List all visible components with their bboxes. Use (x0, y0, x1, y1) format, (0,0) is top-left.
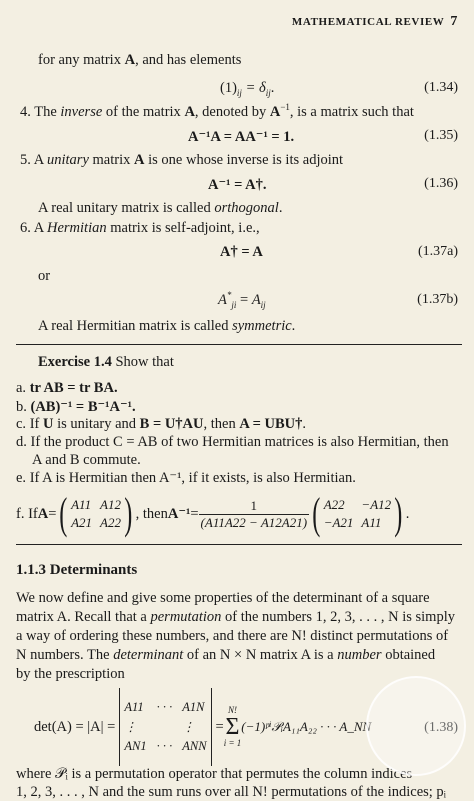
text-span: matrix is self-adjoint, i.e., (106, 220, 260, 236)
exercise-item-c (16, 416, 306, 433)
term: symmetric (232, 318, 292, 334)
term: inverse (60, 104, 103, 120)
eq-subscript: ij (265, 87, 271, 98)
exercise-item-d (16, 434, 449, 451)
text-span: If (29, 416, 43, 432)
summation-operator (224, 706, 242, 748)
exercise-bottom-rule (16, 544, 462, 545)
eq-subscript: ji (231, 299, 237, 310)
text-span: . (302, 416, 307, 432)
paragraph-line (16, 647, 435, 664)
equation-number: (1.37b) (417, 292, 458, 307)
text-span: N numbers. The (16, 647, 114, 663)
text-span: , then (203, 416, 240, 432)
watermark-stamp (366, 676, 466, 776)
matrix-entry: A11 (124, 700, 144, 714)
paragraph-line: by the prescription (16, 666, 125, 682)
paragraph-line: 1, 2, 3, . . . , N and the sum runs over all N! permutations of the indices; pᵢ (16, 784, 447, 800)
page-number: 7 (450, 14, 458, 29)
text-span: of an N × N matrix A is a (183, 647, 338, 663)
eq-part: A = UBU† (239, 416, 303, 432)
eq-part: (AB)⁻¹ = B⁻¹A⁻¹. (30, 399, 136, 415)
equation-1-35: A⁻¹A = AA⁻¹ = 1. (188, 129, 295, 145)
matrix-entry: A22 (323, 497, 345, 512)
eq-part: = (190, 505, 199, 522)
text-span: If (28, 505, 38, 522)
eq-subscript: ij (260, 299, 266, 310)
equation-number: (1.35) (424, 128, 458, 143)
matrix-2x2 (71, 497, 121, 531)
matrix-entry: −A21 (323, 515, 354, 530)
item-number: 4. (20, 104, 31, 120)
text-line: or (38, 268, 51, 284)
section-heading: 1.1.3 Determinants (16, 562, 138, 578)
list-item-6 (20, 220, 260, 237)
text-line (38, 200, 282, 217)
matrix-entry: A11 (71, 497, 92, 512)
matrix-entry: A22 (100, 515, 121, 530)
exercise-item-a (16, 380, 118, 397)
sum-lower-limit: i = 1 (223, 738, 242, 748)
matrix-entry: ⋮ (124, 720, 137, 734)
text-line (38, 52, 241, 69)
text-span: A (30, 220, 47, 236)
eq-part: B = U†AU (139, 416, 204, 432)
text-span: matrix A. Recall that a (16, 609, 151, 625)
text-span: , is a matrix such that (289, 104, 414, 120)
item-number: b. (16, 399, 27, 415)
equation-number: (1.34) (424, 80, 458, 95)
text-line: A and B commute. (32, 452, 141, 468)
paren-right: ) (394, 489, 403, 538)
text-span: is one whose inverse is its adjoint (144, 152, 344, 168)
text-span: If A is Hermitian then A⁻¹, if it exists, is also Hermitian. (29, 470, 356, 486)
eq-part: . (270, 80, 275, 96)
text-span: , denoted by (194, 104, 270, 120)
text-span: A real unitary matrix is called (38, 200, 215, 216)
list-item-5 (20, 152, 343, 169)
text-span: Show that (115, 354, 174, 370)
eq-part: = (48, 505, 57, 522)
text-span: , and has elements (135, 52, 242, 68)
matrix-2x2-inverse (324, 497, 391, 531)
paragraph-line (16, 609, 455, 626)
eq-part: = (215, 718, 224, 735)
equation-1-34 (220, 80, 274, 97)
text-span: for any matrix (38, 52, 125, 68)
paragraph-line: a way of ordering these numbers, and there are N! distinct permutations of (16, 628, 449, 644)
matrix-entry: ⋮ (182, 720, 195, 734)
equation-number: (1.37a) (417, 244, 458, 259)
paragraph-line: where 𝒫ᵢ is a permutation operator that permutes the column indices (16, 766, 413, 782)
equation-1-38 (34, 688, 371, 766)
running-header (292, 14, 458, 30)
text-span: matrix (88, 152, 134, 168)
text-span: The (30, 104, 61, 120)
matrix-symbol: A (269, 104, 281, 120)
exercise-top-rule (16, 344, 462, 345)
paren-right: ) (124, 489, 133, 538)
determinant-bar-left (119, 688, 120, 766)
eq-part: det(A) = |A| = (34, 718, 116, 735)
superscript: −1 (280, 102, 290, 113)
matrix-symbol: A (37, 505, 49, 522)
fraction (199, 498, 310, 531)
text-span: . (291, 318, 296, 334)
exercise-item-b (16, 398, 136, 416)
matrix-symbol: A (134, 152, 145, 168)
item-number: c. (16, 416, 27, 432)
matrix-nxn (124, 700, 206, 754)
eq-part: A (218, 292, 227, 308)
matrix-entry: A21 (71, 515, 93, 530)
matrix-symbol: U (42, 416, 54, 432)
equation-1-36: A⁻¹ = A†. (208, 177, 267, 193)
fraction-numerator: 1 (199, 498, 310, 515)
eq-part: (1) (220, 80, 237, 96)
equation-1-37a: A† = A (220, 244, 263, 260)
text-span: is unitary and (53, 416, 140, 432)
sigma-symbol: Σ (225, 714, 240, 740)
paren-left: ( (312, 489, 321, 538)
matrix-entry: · · · (156, 739, 173, 753)
matrix-entry: AN1 (124, 739, 147, 753)
matrix-entry: A11 (361, 515, 382, 530)
matrix-entry: ANN (182, 739, 207, 753)
list-item-4 (20, 104, 414, 121)
text-span: obtained (381, 647, 436, 663)
text-line (38, 318, 295, 335)
exercise-heading (38, 354, 174, 371)
equation-1-37b (218, 292, 266, 309)
matrix-entry: −A12 (361, 497, 392, 512)
exercise-item-e (16, 470, 356, 487)
matrix-symbol: A (124, 52, 136, 68)
paragraph-line: We now define and give some properties of the determinant of a square (16, 590, 430, 606)
exercise-title: Exercise 1.4 (38, 354, 112, 370)
eq-part: = (236, 292, 252, 308)
text-span: of the numbers 1, 2, 3, . . . , N is simply (221, 609, 455, 625)
matrix-symbol: A (184, 104, 195, 120)
eq-part: = δ (241, 80, 266, 96)
term: unitary (47, 152, 89, 168)
item-number: 5. (20, 152, 31, 168)
term: permutation (150, 609, 222, 625)
text-span: . (278, 200, 283, 216)
matrix-entry: A1N (182, 700, 205, 714)
eq-part: (−1)ᵖⁱ𝒫ᵢA₁₁A₂₂ · · · A_NN (241, 719, 372, 734)
equation-number: (1.38) (424, 720, 458, 735)
text-span: A (30, 152, 47, 168)
item-number: f. (16, 505, 25, 522)
text-span: , then (135, 505, 168, 522)
term: Hermitian (47, 220, 107, 236)
running-title: MATHEMATICAL REVIEW (291, 16, 445, 28)
matrix-entry: · · · (156, 700, 173, 714)
equation-number: (1.36) (424, 176, 458, 191)
term: number (337, 647, 382, 663)
text-span: A real Hermitian matrix is called (38, 318, 233, 334)
paren-left: ( (59, 489, 68, 538)
determinant-bar-right (211, 688, 212, 766)
sum-upper-limit: N! (228, 705, 237, 715)
item-number: e. (16, 470, 27, 486)
eq-part: tr AB = tr BA. (29, 380, 118, 396)
term: determinant (113, 647, 184, 663)
eq-part: . (405, 505, 410, 522)
matrix-entry: A12 (100, 497, 121, 512)
matrix-entry (157, 719, 173, 735)
eq-subscript: ij (236, 87, 242, 98)
fraction-denominator: (A11A22 − A12A21) (200, 514, 308, 530)
superscript: * (226, 290, 232, 301)
term: orthogonal (214, 200, 279, 216)
eq-part: A⁻¹ (167, 506, 191, 522)
item-number: 6. (20, 220, 31, 236)
text-span: of the matrix (102, 104, 185, 120)
item-number: a. (16, 380, 27, 396)
item-number: d. (16, 434, 27, 450)
eq-part: A (251, 292, 261, 308)
exercise-item-f (16, 489, 410, 538)
text-span: If the product C = AB of two Hermitian matrices is also Hermitian, then (30, 434, 449, 450)
